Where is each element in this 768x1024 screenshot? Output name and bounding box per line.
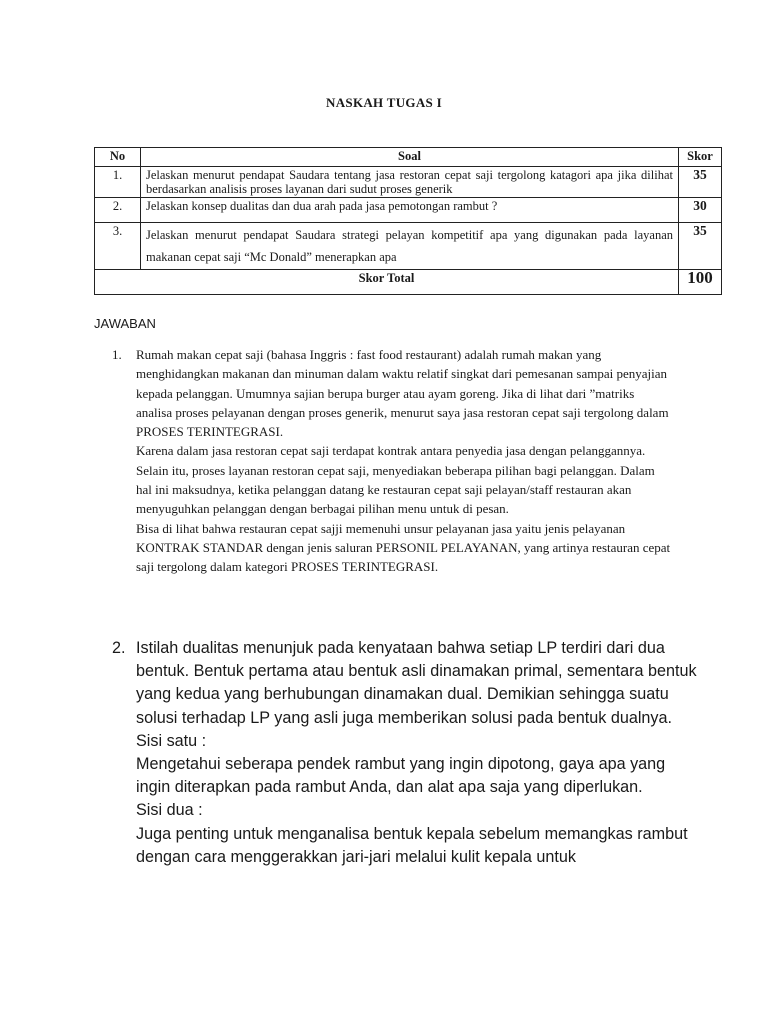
- row-number: 3.: [95, 223, 141, 270]
- row-question: Jelaskan menurut pendapat Saudara strategi pelayan kompetitif apa yang digunakan pada layanan makanan cepat saji “Mc Donald” menerapkan apa: [141, 223, 679, 270]
- row-score: 35: [679, 167, 722, 198]
- row-score: 30: [679, 198, 722, 223]
- answer-paragraph: Mengetahui seberapa pendek rambut yang ingin dipotong, gaya apa yang ingin diterapkan pada rambut Anda, dan alat apa saja yang diperlukan.: [136, 755, 666, 797]
- table-row: [95, 223, 722, 270]
- answer-paragraph: Rumah makan cepat saji (bahasa Inggris : fast food restaurant) adalah rumah makan yang menghidangkan makanan dan minuman dalam waktu relatif singkat dari pemesanan sampai penyajian kepada pelanggan. Umumnya sajian berupa burger atau ayam goreng. Jika di lihat dari ”matriks analisa proses pelayanan dengan proses generik, menurut saya jasa restoran cepat saji tergolong dalam PROSES TERINTEGRASI.: [136, 347, 669, 440]
- table-header-row: [95, 148, 722, 167]
- row-question: Jelaskan konsep dualitas dan dua arah pada jasa pemotongan rambut ?: [141, 198, 679, 223]
- row-question: Jelaskan menurut pendapat Saudara tentang jasa restoran cepat saji tergolong katagori apa jika dilihat berdasarkan analisis proses layanan dari sudut proses generik: [141, 167, 679, 198]
- jawaban-heading: JAWABAN: [94, 316, 156, 331]
- answer-1: [112, 345, 672, 577]
- total-score: 100: [679, 270, 722, 295]
- document-title: NASKAH TUGAS I: [326, 95, 442, 110]
- header-no: No: [95, 148, 141, 167]
- answer-paragraph: Sisi satu :: [136, 731, 207, 750]
- header-skor: Skor: [679, 148, 722, 167]
- answer-number: 2.: [112, 639, 126, 657]
- answer-paragraph: Sisi dua :: [136, 801, 203, 820]
- table-row: [95, 198, 722, 223]
- answer-paragraph: Istilah dualitas menunjuk pada kenyataan bahwa setiap LP terdiri dari dua bentuk. Bentuk pertama atau bentuk asli dinamakan primal, sementara bentuk yang kedua yang berhubungan dinamakan dual. Demikian sehingga suatu solusi terhadap LP yang asli juga memberikan solusi pada bentuk dualnya.: [136, 639, 697, 727]
- row-score: 35: [679, 223, 722, 270]
- row-number: 2.: [95, 198, 141, 223]
- task-table: [94, 147, 722, 295]
- table-total-row: [95, 270, 722, 295]
- answer-paragraph: Karena dalam jasa restoran cepat saji terdapat kontrak antara penyedia jasa dengan pelanggannya. Selain itu, proses layanan restoran cepat saji, menyediakan beberapa pilihan bagi pelanggan. Dalam hal ini maksudnya, ketika pelanggan datang ke restauran cepat saji pelayan/staff restauran akan menyuguhkan pelanggan dengan berbagai pilihan menu untuk di pesan.: [136, 443, 655, 517]
- answer-number: 1.: [112, 347, 122, 362]
- header-soal: Soal: [141, 148, 679, 167]
- row-number: 1.: [95, 167, 141, 198]
- answer-paragraph: Bisa di lihat bahwa restauran cepat sajji memenuhi unsur pelayanan jasa yaitu jenis pelayanan KONTRAK STANDAR dengan jenis saluran PERSONIL PELAYANAN, yang artinya restauran cepat saji tergolong dalam kategori PROSES TERINTEGRASI.: [136, 520, 671, 575]
- answer-body: [136, 637, 702, 869]
- answer-2: [112, 637, 702, 869]
- answer-paragraph: Juga penting untuk menganalisa bentuk kepala sebelum memangkas rambut dengan cara menggerakkan jari-jari melalui kulit kepala untuk: [136, 824, 688, 866]
- total-label: Skor Total: [95, 270, 679, 295]
- answer-body: [136, 345, 672, 577]
- table-row: [95, 167, 722, 198]
